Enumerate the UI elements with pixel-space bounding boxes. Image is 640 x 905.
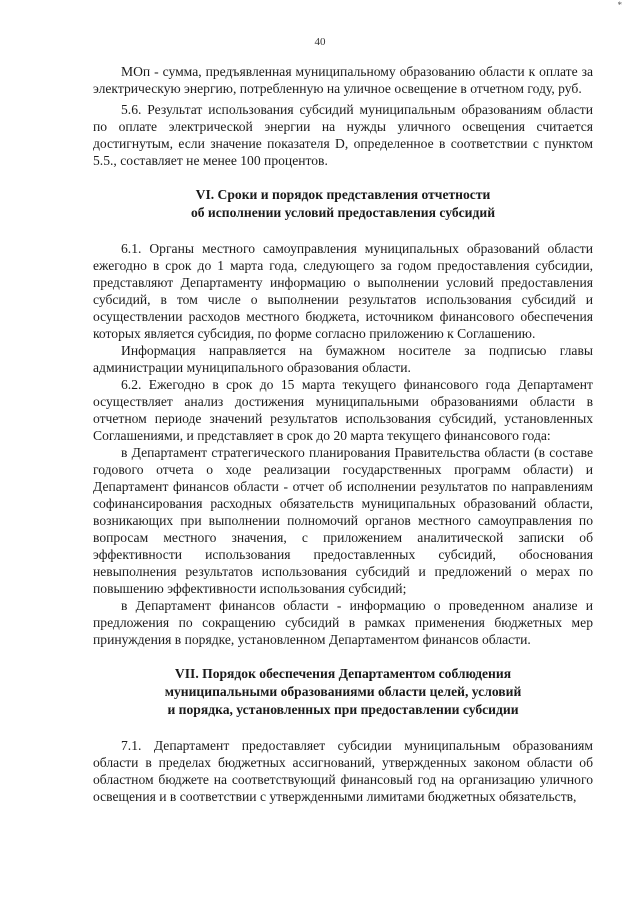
corner-mark: * xyxy=(617,0,622,10)
document-body xyxy=(93,63,593,805)
paragraph-7-1: 7.1. Департамент предоставляет субсидии муниципальным образованиям области в пределах бюджетных ассигнований, утвержденных законом области об областном бюджете на соответствующий финансовый год на организацию уличного освещения и в соответствии с утвержденными лимитами бюджетных обязательств, xyxy=(93,738,593,804)
to-finance-department: в Департамент финансов области - информацию о проведенном анализе и предложения по сокращению субсидий в рамках применения бюджетных мер принуждения в порядке, установленном Департаментом финансов области. xyxy=(93,598,593,647)
page-number: 40 xyxy=(314,36,326,48)
to-strategic-department: в Департамент стратегического планирования Правительства области (в составе годового отчета о ходе реализации государственных программ области) и Департамент финансов области - отчет об исполнении результатов по направлениям софинансирования расходных обязательств муниципальных образований области, возникающих при выполнении полномочий органов местного самоуправления по вопросам местного значения, с приложением аналитической записки об эффективности использования предоставленных субсидий, обоснования невыполнения результатов использования субсидий и предложений о мерах по повышению эффективности использования субсидий; xyxy=(93,445,593,596)
info-paper-paragraph: Информация направляется на бумажном носителе за подписью главы администрации муниципального образования области. xyxy=(93,343,593,375)
section-6-heading-line-1: VI. Сроки и порядок представления отчетности xyxy=(195,187,491,202)
section-7-heading-line-1: VII. Порядок обеспечения Департаментом соблюдения xyxy=(174,666,512,681)
section-6-heading xyxy=(93,186,593,222)
section-6-heading-line-2: об исполнении условий предоставления субсидий xyxy=(190,205,496,220)
paragraph-6-1: 6.1. Органы местного самоуправления муниципальных образований области ежегодно в срок до 1 марта года, следующего за годом предоставления субсидии, представляют Департаменту информацию о выполнении условий предоставления субсидий, в том числе о выполнении результатов использования субсидий и осуществлении расходов местного бюджета, источником финансового обеспечения которых является субсидия, по форме согласно приложению к Соглашению. xyxy=(93,241,593,341)
paragraph-5-6: 5.6. Результат использования субсидий муниципальным образованиям области по оплате электрической энергии на нужды уличного освещения считается достигнутым, если значение показателя D, определенное в соответствии с пунктом 5.5., составляет не менее 100 процентов. xyxy=(93,102,593,168)
section-7-heading xyxy=(93,665,593,719)
mop-definition: МОп - сумма, предъявленная муниципальному образованию области к оплате за электрическую энергию, потребленную на уличное освещение в отчетном году, руб. xyxy=(93,64,593,96)
section-7-heading-line-3: и порядка, установленных при предоставлении субсидии xyxy=(167,702,519,717)
section-7-heading-line-2: муниципальными образованиями области целей, условий xyxy=(164,684,522,699)
paragraph-6-2: 6.2. Ежегодно в срок до 15 марта текущего финансового года Департамент осуществляет анализ достижения муниципальными образованиями области в отчетном периоде значений результатов использования субсидий, установленных Соглашениями, и представляет в срок до 20 марта текущего финансового года: xyxy=(93,377,593,443)
